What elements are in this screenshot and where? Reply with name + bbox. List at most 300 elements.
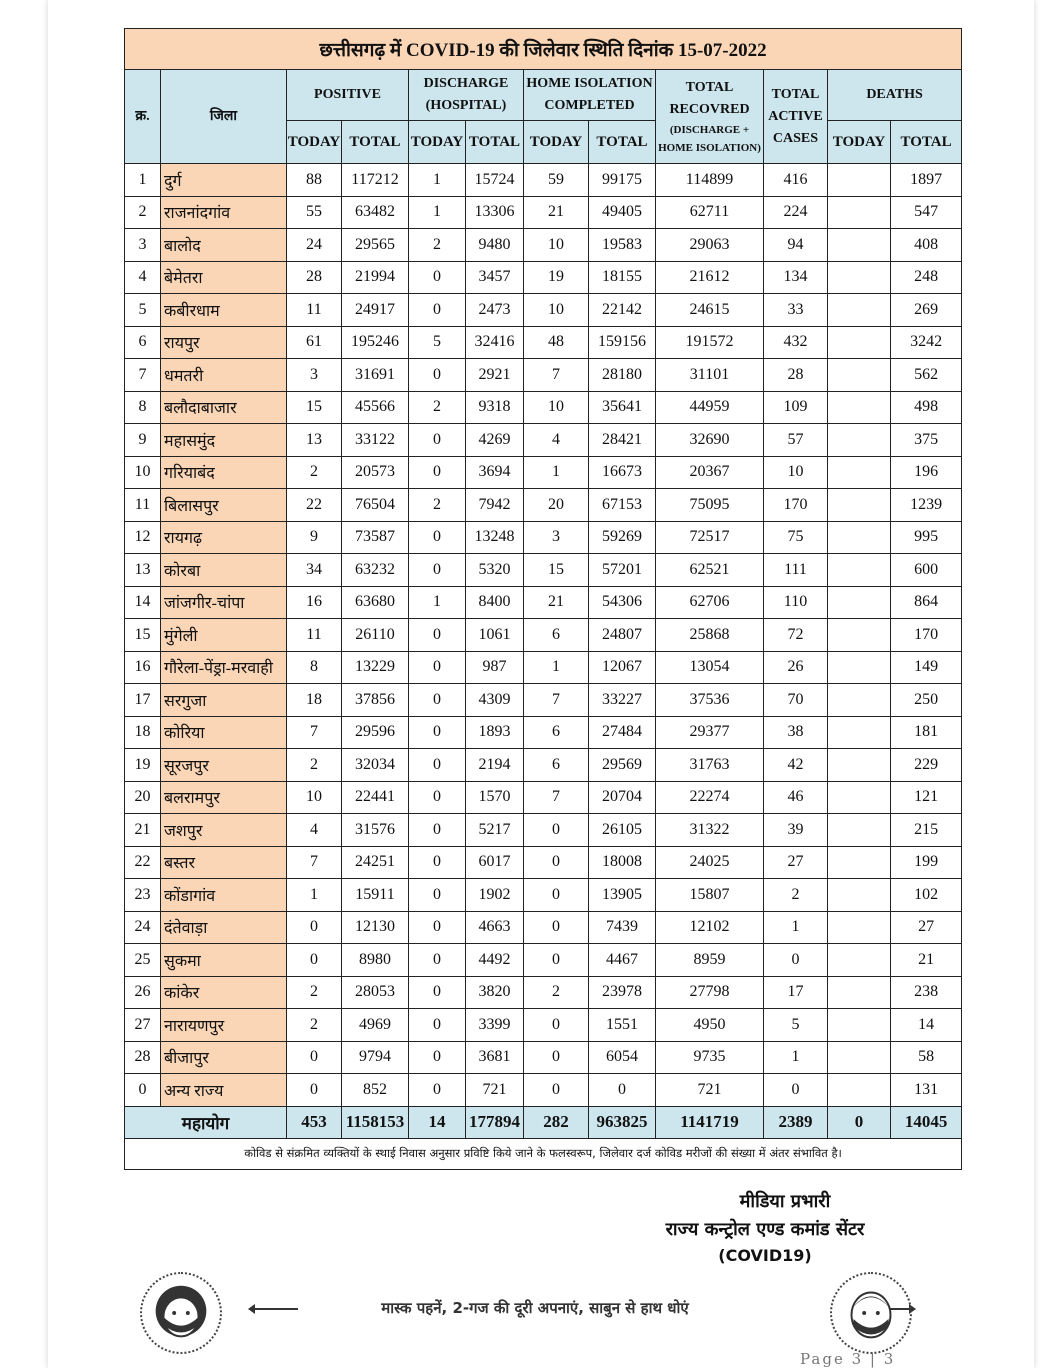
cell-dis-today: 0 [409,619,466,652]
cell-dis-total: 32416 [466,326,524,359]
header-discharge [409,70,524,121]
cell-hi-total: 18155 [589,261,656,294]
cell-sno: 19 [125,749,161,782]
header-discharge-total: TOTAL [466,121,524,164]
cell-pos-today: 10 [287,781,342,814]
cell-death-total: 215 [891,814,962,847]
cell-pos-total: 24917 [342,294,409,327]
cell-hi-today: 10 [524,391,589,424]
table-row [125,879,962,912]
total-pos-today: 453 [287,1106,342,1138]
table-row [125,359,962,392]
table-row [125,619,962,652]
cell-sno: 12 [125,521,161,554]
cell-death-total: 229 [891,749,962,782]
table-row [125,651,962,684]
cell-dis-total: 3820 [466,976,524,1009]
cell-death-total: 149 [891,651,962,684]
cell-death-today [828,879,891,912]
cell-death-total: 600 [891,554,962,587]
cell-pos-today: 11 [287,294,342,327]
cell-death-total: 562 [891,359,962,392]
cell-hi-today: 3 [524,521,589,554]
table-row [125,326,962,359]
table-row [125,944,962,977]
cell-hi-total: 99175 [589,164,656,197]
cell-active: 33 [764,294,828,327]
cell-death-total: 498 [891,391,962,424]
cell-hi-today: 10 [524,294,589,327]
header-deaths: DEATHS [828,70,962,121]
table-row [125,1041,962,1074]
cell-active: 70 [764,684,828,717]
cell-death-today [828,554,891,587]
cell-hi-today: 7 [524,359,589,392]
table-row [125,261,962,294]
cell-hi-total: 1551 [589,1009,656,1042]
cell-recovered: 191572 [656,326,764,359]
table-row [125,229,962,262]
cell-dis-total: 15724 [466,164,524,197]
cell-pos-total: 73587 [342,521,409,554]
cell-sno: 26 [125,976,161,1009]
cell-dis-today: 0 [409,424,466,457]
cell-sno: 8 [125,391,161,424]
table-row [125,814,962,847]
cell-pos-today: 8 [287,651,342,684]
cell-district: जशपुर [161,814,287,847]
cell-dis-today: 0 [409,261,466,294]
cell-hi-total: 49405 [589,196,656,229]
cell-district: बिलासपुर [161,489,287,522]
total-hi-today: 282 [524,1106,589,1138]
header-discharge-line2: (HOSPITAL) [425,98,507,113]
cell-recovered: 721 [656,1074,764,1107]
cell-sno: 11 [125,489,161,522]
cell-sno: 27 [125,1009,161,1042]
footer-slogan: मास्क पहनें, 2-गज की दूरी अपनाएं, साबुन से हाथ धोएं [381,1299,689,1317]
cell-pos-total: 852 [342,1074,409,1107]
cell-death-total: 864 [891,586,962,619]
cell-hi-total: 13905 [589,879,656,912]
cell-district: सूरजपुर [161,749,287,782]
cell-pos-total: 15911 [342,879,409,912]
table-row [125,424,962,457]
cell-death-total: 102 [891,879,962,912]
cell-hi-today: 15 [524,554,589,587]
cell-hi-total: 59269 [589,521,656,554]
cell-death-today [828,586,891,619]
cell-district: बीजापुर [161,1041,287,1074]
cell-hi-today: 0 [524,879,589,912]
cell-district: धमतरी [161,359,287,392]
cell-hi-today: 20 [524,489,589,522]
cell-dis-total: 2194 [466,749,524,782]
cell-death-total: 238 [891,976,962,1009]
header-total-recovered [656,70,764,164]
cell-dis-today: 0 [409,814,466,847]
cell-district: गौरेला-पेंड्रा-मरवाही [161,651,287,684]
cell-active: 432 [764,326,828,359]
cell-pos-today: 2 [287,456,342,489]
masked-man-icon [830,1272,912,1354]
total-hi-total: 963825 [589,1106,656,1138]
cell-district: दंतेवाड़ा [161,911,287,944]
cell-active: 75 [764,521,828,554]
cell-pos-total: 22441 [342,781,409,814]
cell-district: रायगढ़ [161,521,287,554]
cell-pos-today: 55 [287,196,342,229]
cell-dis-today: 0 [409,1074,466,1107]
cell-death-total: 408 [891,229,962,262]
cell-sno: 0 [125,1074,161,1107]
table-row [125,1074,962,1107]
cell-pos-total: 29596 [342,716,409,749]
cell-dis-today: 0 [409,1041,466,1074]
cell-death-total: 375 [891,424,962,457]
cell-active: 38 [764,716,828,749]
cell-death-total: 269 [891,294,962,327]
cell-pos-today: 3 [287,359,342,392]
cell-pos-total: 76504 [342,489,409,522]
cell-active: 26 [764,651,828,684]
cell-recovered: 12102 [656,911,764,944]
cell-pos-today: 11 [287,619,342,652]
cell-recovered: 32690 [656,424,764,457]
cell-death-today [828,619,891,652]
total-pos-total: 1158153 [342,1106,409,1138]
cell-sno: 1 [125,164,161,197]
signature-line3: (COVID19) [718,1246,812,1265]
cell-recovered: 31322 [656,814,764,847]
cell-pos-total: 26110 [342,619,409,652]
cell-dis-today: 2 [409,229,466,262]
cell-sno: 20 [125,781,161,814]
cell-pos-total: 33122 [342,424,409,457]
cell-pos-today: 28 [287,261,342,294]
cell-sno: 9 [125,424,161,457]
cell-death-today [828,359,891,392]
cell-hi-total: 16673 [589,456,656,489]
cell-dis-today: 0 [409,879,466,912]
table-row [125,749,962,782]
cell-hi-total: 7439 [589,911,656,944]
cell-pos-today: 0 [287,1074,342,1107]
cell-pos-today: 2 [287,1009,342,1042]
cell-dis-today: 0 [409,846,466,879]
cell-dis-total: 3694 [466,456,524,489]
header-discharge-today: TODAY [409,121,466,164]
cell-pos-today: 88 [287,164,342,197]
cell-district: दुर्ग [161,164,287,197]
cell-death-today [828,1074,891,1107]
covid-district-table [124,28,962,1170]
cell-active: 0 [764,1074,828,1107]
cell-recovered: 4950 [656,1009,764,1042]
cell-active: 111 [764,554,828,587]
total-death-today: 0 [828,1106,891,1138]
cell-active: 39 [764,814,828,847]
cell-pos-total: 9794 [342,1041,409,1074]
cell-death-today [828,456,891,489]
signature-line2: राज्य कन्ट्रोल एण्ड कमांड सेंटर [665,1219,865,1240]
cell-dis-today: 0 [409,911,466,944]
cell-active: 46 [764,781,828,814]
cell-death-today [828,261,891,294]
table-row [125,521,962,554]
cell-hi-today: 1 [524,651,589,684]
cell-sno: 15 [125,619,161,652]
cell-dis-today: 0 [409,749,466,782]
cell-hi-today: 0 [524,944,589,977]
cell-death-total: 131 [891,1074,962,1107]
cell-hi-total: 22142 [589,294,656,327]
cell-recovered: 25868 [656,619,764,652]
total-dis-total: 177894 [466,1106,524,1138]
cell-hi-total: 23978 [589,976,656,1009]
cell-pos-total: 13229 [342,651,409,684]
cell-dis-total: 987 [466,651,524,684]
cell-death-today [828,976,891,1009]
cell-hi-today: 6 [524,619,589,652]
cell-death-today [828,749,891,782]
cell-dis-today: 2 [409,391,466,424]
header-positive-today: TODAY [287,121,342,164]
cell-death-total: 995 [891,521,962,554]
header-home-total: TOTAL [589,121,656,164]
cell-district: कोरिया [161,716,287,749]
cell-pos-total: 31576 [342,814,409,847]
header-home-line1: HOME ISOLATION [526,76,653,91]
cell-death-today [828,229,891,262]
cell-dis-today: 0 [409,521,466,554]
cell-district: कांकेर [161,976,287,1009]
cell-dis-today: 0 [409,554,466,587]
masked-woman-icon [140,1272,222,1354]
cell-death-total: 121 [891,781,962,814]
cell-dis-today: 0 [409,651,466,684]
cell-pos-total: 4969 [342,1009,409,1042]
cell-dis-total: 13306 [466,196,524,229]
cell-hi-today: 21 [524,196,589,229]
cell-dis-today: 2 [409,489,466,522]
cell-hi-total: 27484 [589,716,656,749]
cell-dis-total: 5320 [466,554,524,587]
cell-dis-today: 0 [409,456,466,489]
cell-hi-total: 20704 [589,781,656,814]
cell-recovered: 72517 [656,521,764,554]
cell-hi-total: 29569 [589,749,656,782]
footer-bar [140,1272,930,1352]
cell-dis-total: 3457 [466,261,524,294]
cell-dis-total: 9480 [466,229,524,262]
cell-hi-total: 4467 [589,944,656,977]
cell-pos-total: 37856 [342,684,409,717]
cell-hi-total: 159156 [589,326,656,359]
cell-recovered: 8959 [656,944,764,977]
cell-pos-today: 7 [287,846,342,879]
cell-pos-today: 0 [287,911,342,944]
cell-active: 94 [764,229,828,262]
signature-block [600,1188,930,1268]
cell-pos-today: 16 [287,586,342,619]
cell-recovered: 62711 [656,196,764,229]
cell-active: 72 [764,619,828,652]
cell-death-total: 196 [891,456,962,489]
cell-district: बालोद [161,229,287,262]
header-sno: क्र. [125,70,161,164]
table-row [125,554,962,587]
cell-death-today [828,424,891,457]
cell-death-today [828,814,891,847]
header-total-active [764,70,828,164]
cell-pos-today: 4 [287,814,342,847]
cell-active: 17 [764,976,828,1009]
cell-active: 170 [764,489,828,522]
cell-dis-today: 0 [409,684,466,717]
total-active: 2389 [764,1106,828,1138]
cell-dis-today: 0 [409,359,466,392]
cell-active: 224 [764,196,828,229]
cell-hi-total: 28180 [589,359,656,392]
cell-recovered: 27798 [656,976,764,1009]
table-row [125,846,962,879]
cell-death-today [828,651,891,684]
cell-district: सुकमा [161,944,287,977]
cell-death-total: 250 [891,684,962,717]
table-row [125,684,962,717]
cell-pos-today: 22 [287,489,342,522]
cell-hi-total: 26105 [589,814,656,847]
cell-hi-total: 0 [589,1074,656,1107]
header-active-line2: ACTIVE [768,108,823,124]
cell-dis-total: 5217 [466,814,524,847]
cell-dis-today: 0 [409,716,466,749]
cell-district: गरियाबंद [161,456,287,489]
cell-recovered: 62706 [656,586,764,619]
cell-sno: 6 [125,326,161,359]
table-row [125,489,962,522]
cell-death-total: 27 [891,911,962,944]
cell-hi-total: 67153 [589,489,656,522]
cell-hi-today: 59 [524,164,589,197]
cell-pos-total: 29565 [342,229,409,262]
cell-sno: 10 [125,456,161,489]
cell-death-total: 1897 [891,164,962,197]
cell-dis-total: 2921 [466,359,524,392]
cell-death-today [828,716,891,749]
table-row [125,164,962,197]
header-recovered-line2: RECOVRED [669,101,750,117]
cell-pos-today: 24 [287,229,342,262]
header-positive: POSITIVE [287,70,409,121]
table-row [125,391,962,424]
signature-line1: मीडिया प्रभारी [739,1191,831,1212]
cell-dis-total: 3681 [466,1041,524,1074]
total-dis-today: 14 [409,1106,466,1138]
cell-dis-total: 4309 [466,684,524,717]
cell-pos-today: 2 [287,976,342,1009]
cell-dis-total: 13248 [466,521,524,554]
cell-recovered: 29063 [656,229,764,262]
cell-death-today [828,944,891,977]
cell-hi-total: 54306 [589,586,656,619]
cell-dis-total: 1570 [466,781,524,814]
cell-dis-total: 1902 [466,879,524,912]
cell-dis-total: 9318 [466,391,524,424]
cell-pos-total: 21994 [342,261,409,294]
cell-hi-total: 19583 [589,229,656,262]
cell-pos-total: 20573 [342,456,409,489]
table-row [125,456,962,489]
cell-active: 57 [764,424,828,457]
cell-death-total: 547 [891,196,962,229]
cell-death-total: 1239 [891,489,962,522]
cell-recovered: 75095 [656,489,764,522]
cell-active: 10 [764,456,828,489]
cell-district: बस्तर [161,846,287,879]
cell-hi-today: 0 [524,814,589,847]
cell-pos-total: 8980 [342,944,409,977]
cell-hi-total: 33227 [589,684,656,717]
cell-sno: 18 [125,716,161,749]
header-district: जिला [161,70,287,164]
cell-recovered: 37536 [656,684,764,717]
cell-pos-total: 32034 [342,749,409,782]
cell-recovered: 13054 [656,651,764,684]
cell-district: कबीरधाम [161,294,287,327]
cell-district: जांजगीर-चांपा [161,586,287,619]
table-row [125,781,962,814]
cell-pos-today: 13 [287,424,342,457]
cell-death-today [828,1041,891,1074]
cell-hi-today: 7 [524,684,589,717]
cell-recovered: 9735 [656,1041,764,1074]
header-deaths-total: TOTAL [891,121,962,164]
cell-district: कोंडागांव [161,879,287,912]
table-row [125,911,962,944]
cell-hi-total: 18008 [589,846,656,879]
total-death-total: 14045 [891,1106,962,1138]
cell-hi-today: 0 [524,846,589,879]
cell-hi-total: 28421 [589,424,656,457]
cell-sno: 16 [125,651,161,684]
cell-active: 134 [764,261,828,294]
header-active-line1: TOTAL [771,86,820,102]
cell-pos-total: 63232 [342,554,409,587]
header-home-isolation [524,70,656,121]
table-row [125,196,962,229]
cell-dis-today: 1 [409,164,466,197]
cell-dis-total: 6017 [466,846,524,879]
header-positive-total: TOTAL [342,121,409,164]
cell-death-today [828,1009,891,1042]
cell-sno: 23 [125,879,161,912]
cell-pos-today: 1 [287,879,342,912]
cell-hi-today: 0 [524,1074,589,1107]
cell-death-total: 21 [891,944,962,977]
cell-recovered: 62521 [656,554,764,587]
cell-sno: 22 [125,846,161,879]
total-recovered: 1141719 [656,1106,764,1138]
cell-pos-today: 15 [287,391,342,424]
cell-active: 109 [764,391,828,424]
cell-dis-today: 1 [409,196,466,229]
cell-district: महासमुंद [161,424,287,457]
cell-active: 28 [764,359,828,392]
cell-death-total: 170 [891,619,962,652]
cell-hi-today: 2 [524,976,589,1009]
